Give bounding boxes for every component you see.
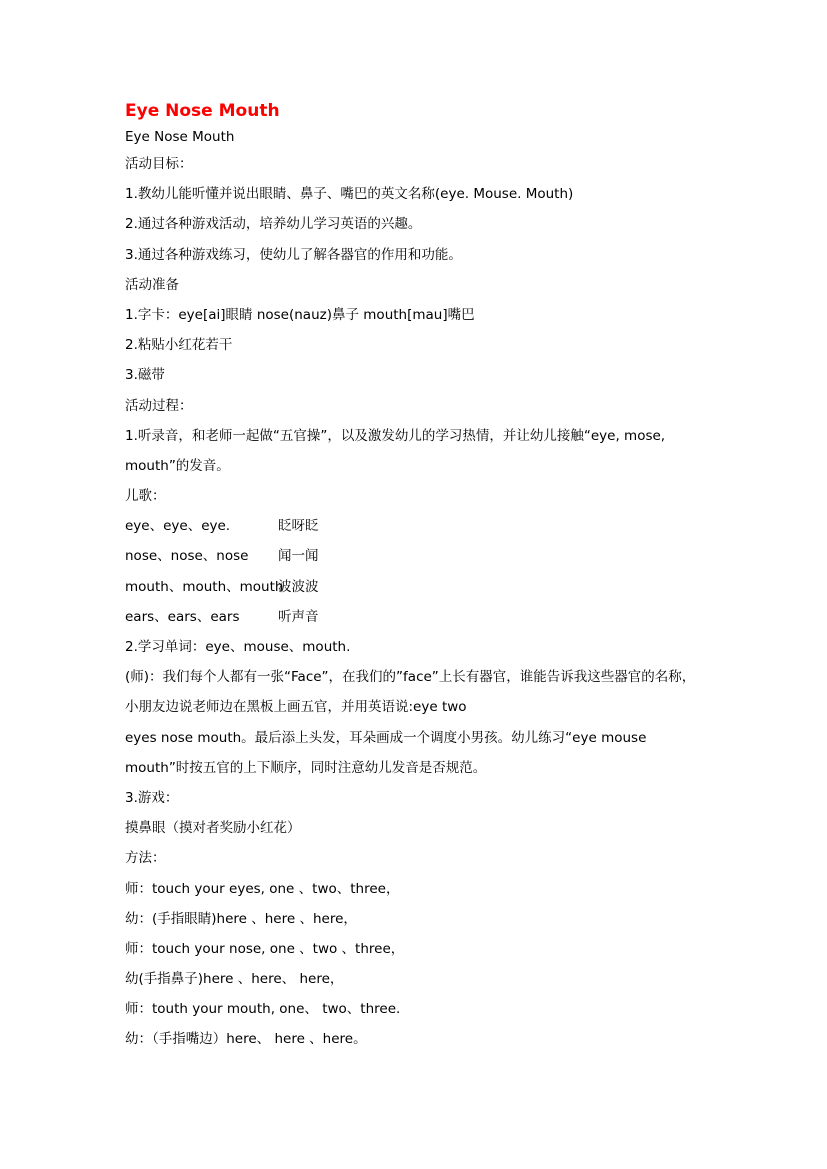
rhyme-heading: 儿歌： (125, 488, 166, 505)
process-step-continued: mouth”的发音。 (125, 457, 230, 474)
rhyme-chinese: 波波波 (278, 578, 319, 595)
dialogue-line: 幼：(手指眼睛)here 、here 、here， (125, 910, 357, 927)
game-name: 摸鼻眼（摸对者奖励小红花） (125, 820, 301, 837)
teacher-explanation: mouth”时按五官的上下顺序，同时注意幼儿发音是否规范。 (125, 759, 487, 776)
rhyme-english: eye、eye、eye. (125, 518, 231, 535)
teacher-explanation: 小朋友边说老师边在黑板上画五官，并用英语说:eye two (125, 699, 467, 716)
document-subtitle: Eye Nose Mouth (125, 129, 235, 145)
rhyme-english: nose、nose、nose (125, 548, 249, 565)
prep-item: 3.磁带 (125, 367, 165, 384)
document-title: Eye Nose Mouth (125, 101, 280, 121)
rhyme-line (125, 511, 705, 541)
document-page (125, 98, 705, 1055)
process-step: 2.学习单词：eye、mouse、mouth. (125, 639, 351, 655)
rhyme-english: mouth、mouth、mouth (125, 578, 284, 595)
goal-item: 2.通过各种游戏活动，培养幼儿学习英语的兴趣。 (125, 216, 422, 233)
process-step: 1.听录音，和老师一起做“五官操”，以及激发幼儿的学习热情，并让幼儿接触“eye, mose, (125, 427, 666, 444)
prep-item: 1.字卡：eye[ai]眼睛 nose(nauz)鼻子 mouth[mau]嘴巴 (125, 306, 475, 323)
rhyme-line (125, 572, 705, 602)
goals-heading: 活动目标： (125, 156, 193, 172)
prep-heading: 活动准备 (125, 276, 179, 293)
prep-item: 2.粘贴小红花若干 (125, 337, 233, 354)
rhyme-chinese: 听声音 (278, 608, 319, 625)
dialogue-line: 幼：（手指嘴边）here、 here 、here。 (125, 1031, 367, 1048)
process-step: 3.游戏： (125, 789, 179, 806)
rhyme-chinese: 闻一闻 (278, 548, 319, 565)
method-heading: 方法： (125, 850, 166, 867)
teacher-explanation: (师)：我们每个人都有一张“Face”，在我们的”face”上长有器官，谁能告诉我这些器官的名称， (125, 669, 696, 686)
rhyme-chinese: 眨呀眨 (278, 518, 319, 535)
dialogue-line: 师：touch your nose, one 、two 、three， (125, 940, 405, 957)
teacher-explanation: eyes nose mouth。最后添上头发，耳朵画成一个调度小男孩。幼儿练习“eye mouse (125, 729, 647, 746)
goal-item: 3.通过各种游戏练习，使幼儿了解各器官的作用和功能。 (125, 246, 462, 263)
rhyme-line (125, 541, 705, 571)
dialogue-line: 幼(手指鼻子)here 、here、 here， (125, 971, 344, 988)
process-heading: 活动过程： (125, 397, 193, 414)
rhyme-english: ears、ears、ears (125, 608, 240, 625)
goal-item: 1.教幼儿能听懂并说出眼睛、鼻子、嘴巴的英文名称(eye. Mouse. Mouth) (125, 186, 574, 203)
dialogue-line: 师：touth your mouth, one、 two、three. (125, 1001, 401, 1018)
rhyme-line (125, 602, 705, 632)
dialogue-line: 师：touch your eyes, one 、two、three， (125, 880, 400, 897)
